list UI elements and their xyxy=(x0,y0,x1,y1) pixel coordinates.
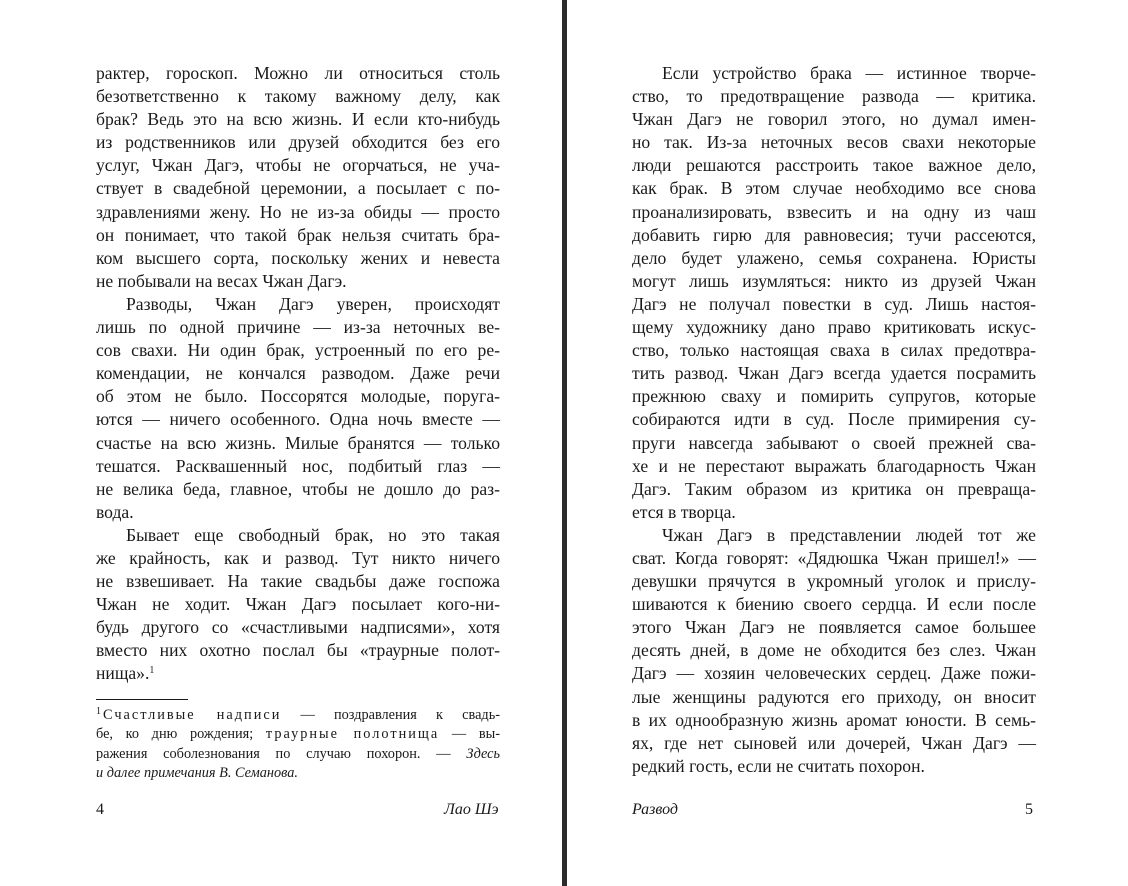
text-line: Если устройство брака — истинное творче- xyxy=(662,63,1036,83)
text-line-with-footnote-ref xyxy=(96,662,500,685)
text-line: Бывает еще свободный брак, но это такая xyxy=(126,524,500,545)
text-line: девушки прячутся в укромный уголок и прислу- xyxy=(632,571,1036,592)
text-line: брак? Ведь это на всю жизнь. И если кто-нибудь xyxy=(96,109,500,130)
footnote-divider xyxy=(96,699,188,700)
text-line: счастье на всю жизнь. Милые бранятся — только xyxy=(96,432,500,453)
text-line: же крайность, как и развод. Тут никто ничего xyxy=(96,547,500,568)
page-number-right: 5 xyxy=(1025,801,1033,818)
text-line: ство, то предотвращение развода — критика. xyxy=(632,86,1036,107)
page-number-left: 4 xyxy=(96,801,104,818)
left-page xyxy=(96,62,500,784)
text-line: Чжан не ходит. Чжан Дагэ посылает кого-ни- xyxy=(96,594,500,615)
footnote-reference[interactable]: 1 xyxy=(149,665,155,677)
text-line: услуг, Чжан Дагэ, чтобы не огорчаться, не уча- xyxy=(96,155,500,176)
footnote-line xyxy=(96,725,500,745)
footnote-text: — поздравления к свадь- xyxy=(281,706,500,723)
text-line: ство, только настоящая сваха в силах предотвра- xyxy=(632,340,1036,361)
text-line: проанализировать, взвесить и на одну из чаш xyxy=(632,201,1036,222)
text-line: тить развод. Чжан Дагэ всегда удается посрамить xyxy=(632,363,1036,384)
text-line: не взвешивает. На такие свадьбы даже госпожа xyxy=(96,571,500,592)
footnote-text: бе, ко дню рождения; xyxy=(96,726,266,743)
footnote-term: траурные полотнища xyxy=(265,726,440,743)
footnote xyxy=(96,706,500,784)
text-line: шиваются к биению своего сердца. И если после xyxy=(632,594,1036,615)
text-line: собираются идти в суд. После примирения су- xyxy=(632,409,1036,430)
text-line: не побывали на весах Чжан Дагэ. xyxy=(96,270,347,291)
footnote-term: Счастливые надписи xyxy=(103,706,282,723)
footnote-line xyxy=(96,706,500,726)
text-line: Чжан Дагэ не говорил этого, но думал имен- xyxy=(632,109,1036,130)
text-line: добавить гирю для равновесия; тучи рассеются, xyxy=(632,224,1036,245)
text-line: ях, где нет сыновей или дочерей, Чжан Дагэ — xyxy=(632,732,1036,753)
text-line: лишь по одной причине — из-за неточных ве- xyxy=(96,317,500,338)
text-line: могут лишь изумляться: никто из друзей Чжан xyxy=(632,270,1036,291)
footnote-ref-dot: . xyxy=(144,663,150,684)
text-line: тешатся. Расквашенный нос, подбитый глаз — xyxy=(96,455,500,476)
text-line: из родственников или друзей обходится без его xyxy=(96,132,500,153)
text-line: сват. Когда говорят: «Дядюшка Чжан пришел!» — xyxy=(632,547,1036,568)
text-line: Дагэ — хозяин человеческих сердец. Даже пожи- xyxy=(632,663,1036,684)
footnote-line: и далее примечания В. Семанова. xyxy=(96,765,298,782)
text-line: в их однообразную жизнь аромат юности. В семь- xyxy=(632,709,1036,730)
text-line: но так. Из-за неточных весов свахи некоторые xyxy=(632,132,1036,153)
text-line: будь другого со «счастливыми надписями», хотя xyxy=(96,617,500,638)
text-line: об этом не было. Поссорятся молодые, поруга- xyxy=(96,386,500,407)
left-page-body xyxy=(96,62,500,686)
text-line: Дагэ не получал повестки в суд. Лишь настоя- xyxy=(632,293,1036,314)
text-line: ется в творца. xyxy=(632,501,736,522)
text-line: здравлениями жену. Но не из-за обиды — просто xyxy=(96,201,500,222)
text-line: рактер, гороскоп. Можно ли относиться столь xyxy=(96,63,500,83)
book-spine xyxy=(562,0,567,886)
text-line: Дагэ. Таким образом из критика он превраща- xyxy=(632,478,1036,499)
right-page xyxy=(632,62,1036,778)
footnote-text: ражения соболезнования по случаю похорон. — xyxy=(96,745,467,762)
text-line: ются — ничего особенного. Одна ночь вместе — xyxy=(96,409,500,430)
text-line: вместо них охотно послал бы «траурные полот- xyxy=(96,640,500,661)
text-line: безответственно к такому важному делу, как xyxy=(96,86,500,107)
text-line: лые женщины радуются его приходу, он вносит xyxy=(632,686,1036,707)
text-line: пруги навсегда забывают о своей прежней сва- xyxy=(632,432,1036,453)
text-line: он понимает, что такой брак нельзя считать бра- xyxy=(96,224,500,245)
running-head-title: Развод xyxy=(632,801,679,818)
text-line: ком высшего сорта, поскольку жених и невеста xyxy=(96,247,500,268)
text-line: прежнюю сваху и помирить супругов, которые xyxy=(632,386,1036,407)
text-line: не велика беда, главное, чтобы не дошло до раз- xyxy=(96,478,500,499)
running-head-author: Лао Шэ xyxy=(444,801,499,818)
text-line: хе и не перестают выражать благодарность Чжан xyxy=(632,455,1036,476)
text-line: Чжан Дагэ в представлении людей тот же xyxy=(662,524,1036,545)
text-line-segment: нища» xyxy=(96,663,145,684)
text-line: Разводы, Чжан Дагэ уверен, происходят xyxy=(126,293,500,314)
text-line: десять дней, в доме не обходится без слез. Чжан xyxy=(632,640,1036,661)
footnote-text: — вы- xyxy=(439,726,500,743)
text-line: люди решаются расстроить такое важное дело, xyxy=(632,155,1036,176)
footnote-line xyxy=(96,745,500,765)
text-line: щему художнику дано право критиковать искус- xyxy=(632,317,1036,338)
footnote-text-italic: Здесь xyxy=(466,745,500,762)
text-line: ствует в свадебной церемонии, а посылает с по- xyxy=(96,178,500,199)
text-line: вода. xyxy=(96,501,134,522)
text-line: как брак. В этом случае необходимо все снова xyxy=(632,178,1036,199)
text-line: дело будет улажено, семья сохранена. Юристы xyxy=(632,247,1036,268)
footnote-marker: 1 xyxy=(96,705,101,717)
text-line: сов свахи. Ни один брак, устроенный по его ре- xyxy=(96,340,500,361)
text-line: комендации, не кончался разводом. Даже речи xyxy=(96,363,500,384)
text-line: этого Чжан Дагэ не появляется самое большее xyxy=(632,617,1036,638)
text-line: редкий гость, если не считать похорон. xyxy=(632,755,925,776)
right-page-body xyxy=(632,62,1036,778)
